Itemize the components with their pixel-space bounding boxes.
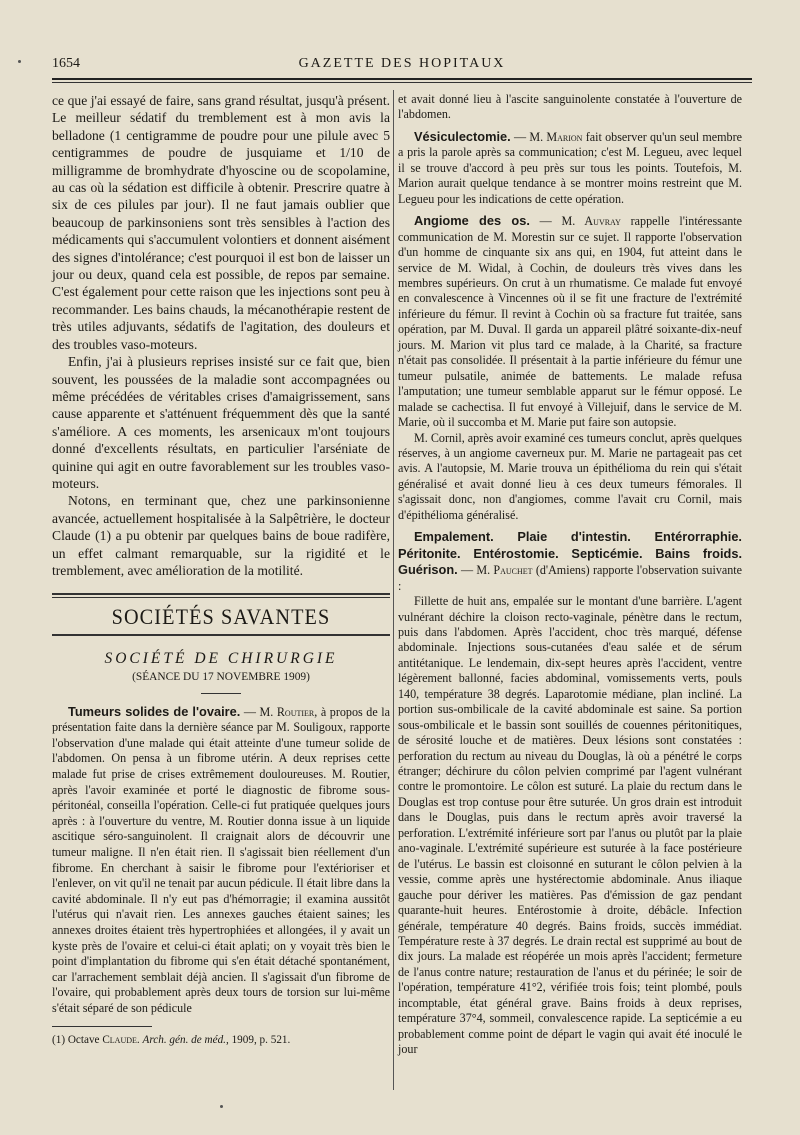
- paragraph: et avait donné lieu à l'ascite sanguinolente constatée à l'ouverture de l'abdomen.: [398, 92, 742, 122]
- article-text: à propos de la présentation faite dans la dernière séance par M. Souligoux, rapporte l'observation d'une malade qui était atteinte d'une tumeur solide de l'abdomen. On pensa à un fibrome utérin. A deux reprises cette malade fut prise de crises extrêmement douloureuses. M. Routier, après l'avoir examinée et porté le diagnostic de fibrome sous-péritonéal, conseilla l'opération. Celle-ci fut pratiquée quelques jours après : à l'ouverture du ventre, M. Routier donna issue à un liquide ascitique séro-sanguinolent. Il craignait alors de découvrir une tumeur maligne. Il n'en était rien. Il s'agissait bien réellement d'un fibrome. En cherchant à saisir le fibrome pour l'extérioriser et l'enlever, on vit qu'il ne tenait par aucun pédicule. Il était libre dans la cavité abdominale. Il n'y eut pas d'hémorragie; il examina aussitôt l'utérus qui n'avait rien. Les annexes gauches étaient saines; les annexes droites étaient très hypertrophiées et allongées, il y avait un kyste près de l'ovaire et celui-ci était aplati; on y voyait très bien le point d'implantation du fibrome qui s'en était détaché spontanément, car l'arrachement semblait déjà ancien. Il s'agissait d'un fibrome de l'ovaire, qui probablement après deux tours de torsion sur lui-même s'était séparé de son pédicule: [52, 704, 390, 1015]
- paragraph: Enfin, j'ai à plusieurs reprises insisté sur ce fait que, bien souvent, les poussées de la maladie sont accompagnées ou même précédées de véritables crises d'amaigrissement, sans cause apparente et s'atténuent fréquemment dès que la santé s'améliore. A ces moments, les arsenicaux m'ont toujours donné d'excellents résultats, en particulier l'arséniate de quinine qui agit en outre favorablement sur les troubles vaso-moteurs.: [52, 354, 390, 491]
- paragraph: Angiome des os. — M. Auvray rappelle l'intéressante communication de M. Morestin sur ce sujet. Il rapporte l'observation d'un homme de cinquante six ans qui, en 1904, fut atteint dans le service de M. Widal, à Cochin, de douleurs très vives dans les membres supérieurs. On crut à un rhumatisme. Ce malade fut envoyé en convalescence à Vincennes où il se fit une fracture de l'extrémité inférieure du fémur. Il revint à Cochin où sa fracture fut traitée, sans opération, par M. Duval. Il garda un appareil plâtré soixante-dix-neuf jours. M. Marion vit plus tard ce malade, à la Charité, sa fracture n'était pas consolidée. Il présentait à la partie inférieure du fémur une tumeur pulsatile, animée de battements. Le malade refusa l'amputation; une tumeur semblable apparut sur le fémur opposé. Le malade se cachectisa. Il fut envoyé à Villejuif, dans le service de M. Marie, où il succomba et M. Marie put faire son autopsie.: [398, 213, 742, 430]
- footnote-author: Claude.: [102, 1034, 140, 1047]
- author-name: M. Auvray: [561, 214, 621, 229]
- section-title: SOCIÉTÉS SAVANTES: [111, 604, 331, 630]
- page-speck: [18, 60, 21, 63]
- paragraph: Fillette de huit ans, empalée sur le montant d'une barrière. L'agent vulnérant déchire la cloison recto-vaginale, pénètre dans le rectum, puis dans l'abdomen. Après l'accident, choc très marqué, défense abdominale. Injections sous-cutanées d'eau salée et de sérum antitétanique. Le lendemain, dix-sept heures après l'accident, ventre légèrement ballonné, facies abdominal, vomissements verts, pouls 140, température 38 degrés. Laparotomie médiane, plan incliné. La portion sus-ombilicale de la cavité abdominale est saine. Sa portion sous-ombilicale et le bassin sont souillés de couennes péritonitiques, de sérosité louche et de matières. Deux lésions sont constatées : perforation du rectum au niveau du Douglas, là où a pénétré le corps étranger; déchirure du côlon pelvien comprimé par l'agent vulnérant contre le promontoire. Le côlon est suturé. La plaie du rectum dans le Douglas est trop contuse pour être suturée. Un gros drain est introduit dans le Douglas, puis dans le rectum après avoir traversé la perforation. L'extrémité inférieure sort par l'anus ou plutôt par la plaie ano-vaginale. L'extrémité supérieure est suturée à la face postérieure de l'utérus. Le bassin est cloisonné en suturant le côlon pelvien à la vessie, comme après une hystérectomie abdominale. Anus iliaque gauche pour dériver les matières. Pas d'émission de gaz pendant quarante-huit heures. Entérostomie à droite, débâcle. Infection générale, température 40 degrés. Bains froids, succès immédiat. Température reste à 37 degrés. Le drain rectal est supprimé au bout de dix jours. La malade est réopérée un mois après l'accident; fermeture de l'anus contre nature; restauration de l'anus et du périnée; le soir de l'opération, température 41°2, vérifiée trois fois; teint plombé, pouls incomptable, état général grave. Bains froids à deux reprises, température 37°4, sommeil, convalescence rapide. La septicémie a eu probablement comme point de départ le vagin qui avait été inoculé le jour: [398, 594, 742, 1057]
- article-heading: Tumeurs solides de l'ovaire.: [68, 703, 241, 719]
- session-date: (SÉANCE DU 17 NOVEMBRE 1909): [132, 671, 310, 684]
- right-column: [398, 92, 742, 1058]
- article-heading: Vésiculectomie.: [414, 128, 511, 144]
- page-header: [52, 56, 752, 78]
- section-rule: [52, 593, 390, 598]
- paragraph: Tumeurs solides de l'ovaire. — M. Routier, à propos de la présentation faite dans la dernière séance par M. Souligoux, rapporte l'observation d'une malade qui était atteinte d'une tumeur solide de l'abdomen. On pensa à un fibrome utérin. A deux reprises cette malade fut prise de crises extrêmement douloureuses. M. Routier, après l'avoir examinée et porté le diagnostic de fibrome sous-péritonéal, conseilla l'opération. Celle-ci fut pratiquée quelques jours après : à l'ouverture du ventre, M. Routier donna issue à un liquide ascitique séro-sanguinolent. Il craignait alors de découvrir une tumeur maligne. Il n'en était rien. Il s'agissait bien réellement d'un fibrome. En cherchant à saisir le fibrome pour l'extérioriser et l'enlever, on vit qu'il ne tenait par aucun pédicule. Il était libre dans la cavité abdominale. Il n'y eut pas d'hémorragie; il examina aussitôt l'utérus qui n'avait rien. Les annexes gauches étaient saines; les annexes droites étaient très hypertrophiées et allongées, il y avait un kyste près de l'ovaire et celui-ci était aplati; on y voyait très bien le point d'implantation du fibrome qui s'en était détaché spontanément, car l'arrachement semblait déjà ancien. Il s'agissait d'un fibrome de l'ovaire, qui probablement après deux tours de torsion sur lui-même s'était séparé de son pédicule: [52, 703, 390, 1015]
- author-name: M. Routier,: [259, 704, 318, 719]
- footnote-rule: [52, 1026, 152, 1027]
- paragraph: Empalement. Plaie d'intestin. Entérorraphie. Péritonite. Entérostomie. Septicémie. Bains froids. Guérison. — M. Pauchet (d'Amiens) rapporte l'observation suivante :: [398, 529, 743, 593]
- footnote-reference: Arch. gén. de méd.,: [142, 1034, 229, 1047]
- footnote: [52, 1033, 390, 1047]
- paragraph: M. Cornil, après avoir examiné ces tumeurs conclut, après quelques réserves, à un angiome caverneux pur. M. Marie ne partageait pas cet avis. A l'autopsie, M. Marie trouva un épithélioma du rein qui s'était généralisé et avait donné lieu à ces deux tumeurs fémorales. Il s'agissait donc, non d'angiomes, comme l'avait cru Cornil, mais d'épithélioma généralisé.: [398, 430, 742, 522]
- page-speck: [220, 1105, 223, 1108]
- article-text: fait observer qu'un seul membre a pris la parole après sa communication; c'est M. Legueu, avec lequel il se trouve d'accord à peu près sur tous les points. Toutefois, M. Marion aurait quelque tendance à se montrer moins restreint que M. Legueu pour les indications de cette opération.: [398, 129, 742, 206]
- author-name: M. Marion: [529, 129, 583, 144]
- divider: [201, 693, 241, 694]
- section-title-rule: [52, 634, 390, 636]
- society-title: SOCIÉTÉ DE CHIRURGIE: [104, 649, 338, 667]
- column-divider: [393, 90, 394, 1090]
- paragraph: Notons, en terminant que, chez une parkinsonienne avancée, actuellement hospitalisée à la Salpêtrière, le docteur Claude (1) a pu obtenir par quelques bains de boue radifère, un effet calmant remarquable, sur la rigidité et le tremblement, avec amélioration de la motilité.: [52, 493, 390, 578]
- footnote-page: 1909, p. 521.: [231, 1034, 291, 1047]
- footnote-number: (1) Octave: [52, 1034, 100, 1047]
- header-rule: [52, 78, 752, 83]
- article-text: rappelle l'intéressante communication de M. Morestin sur ce sujet. Il rapporte l'observation d'un homme de cinquante six ans qui, en 1904, fut atteint dans le service de M. Widal, à Cochin, de douleurs très vives dans les membres supérieurs. On crut à un rhumatisme. Ce malade fut envoyé en convalescence à Vincennes où il se fit une fracture de l'extrémité inférieure du fémur. Il revint à Cochin où sa fracture fut traitée, sans opération, par M. Duval. Il garda un appareil plâtré soixante-dix-neuf jours. M. Marion vit plus tard ce malade, à la Charité, sa fracture n'était pas consolidée. Il présentait à la partie inférieure du fémur une tumeur pulsatile, animée de battements. Le malade refusa l'amputation; une tumeur semblable apparut sur le fémur opposé. Le malade se cachectisa. Il fut envoyé à Villejuif, dans le service de M. Marie, où il succomba et M. Marie put faire son autopsie.: [398, 214, 742, 430]
- article-heading: Angiome des os.: [414, 213, 530, 229]
- page-number: 1654: [52, 56, 80, 71]
- paragraph: ce que j'ai essayé de faire, sans grand résultat, jusqu'à présent. Le meilleur sédatif du tremblement est à mon avis la belladone (1 centigramme de poudre pour une pilule avec 5 centigrammes de poudre de jusquiame et 1/10 de milligramme de bromhydrate d'hyoscine ou de scopolamine, au cas où la sédation est difficile à obtenir. Prescrire quatre à six de ces pilules par jour). Il ne faut jamais oublier que beaucoup de parkinsoniens sont très sensibles à l'action des médicaments qui s'accumulent volontiers et donnent aisément des signes d'intolérance; c'est pourquoi il est bon de laisser un jour ou deux, quand cela est possible, de repos par semaine. C'est également pour cette raison que les injections sont peu à recommander. Les bains chauds, la mécanothérapie restent de très utiles adjuvants, sédatifs de l'agitation, des douleurs et des troubles vaso-moteurs.: [52, 93, 390, 352]
- author-name: M. Pauchet: [476, 563, 533, 578]
- running-title: GAZETTE DES HOPITAUX: [298, 56, 506, 71]
- left-column: [52, 92, 390, 1047]
- article-heading: Empalement. Plaie d'intestin. Entérorraphie. Péritonite. Entérostomie. Septicémie. Bains froids. Guérison.: [398, 529, 742, 578]
- article-text: (d'Amiens) rapporte l'observation suivante :: [398, 563, 743, 593]
- paragraph: Vésiculectomie. — M. Marion fait observer qu'un seul membre a pris la parole après sa communication; c'est M. Legueu, avec lequel il se trouve d'accord à peu près sur tous les points. Toutefois, M. Marion aurait quelque tendance à se montrer moins restreint que M. Legueu pour les indications de cette opération.: [398, 128, 742, 206]
